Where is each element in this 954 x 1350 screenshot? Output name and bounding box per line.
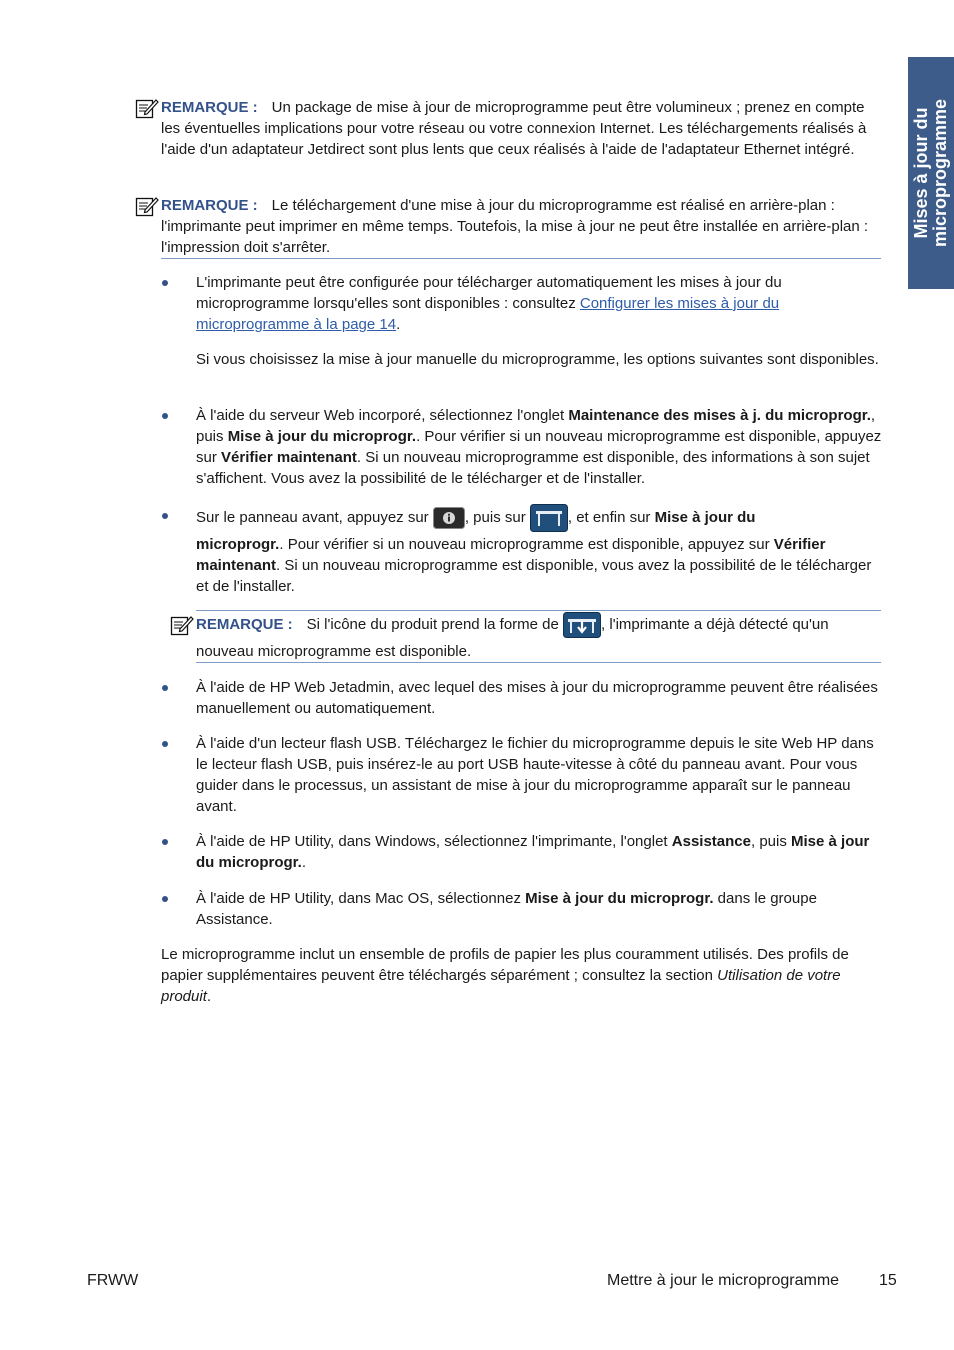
note-1: [161, 97, 882, 160]
bullet-dot: [162, 896, 168, 902]
printer-settings-icon: [530, 504, 568, 532]
footer-section-title: Mettre à jour le microprogramme: [607, 1272, 840, 1289]
manual-update-paragraph: Si vous choisissez la mise à jour manuelle du microprogramme, les options suivantes sont disponibles.: [196, 351, 879, 368]
note-2-divider: [161, 258, 881, 259]
bullet-item-hp-utility-windows: À l'aide de HP Utility, dans Windows, sélectionnez l'imprimante, l'onglet Assistance, puis Mise à jour du microprogr..: [196, 833, 870, 871]
note-label: REMARQUE :: [161, 197, 258, 214]
note-icon: [135, 97, 159, 119]
bullet-dot: [162, 741, 168, 747]
bullet-dot: [162, 413, 168, 419]
bullet-item-ews: À l'aide du serveur Web incorporé, sélectionnez l'onglet Maintenance des mises à j. du microprogr., puis Mise à jour du microprogr.. Pour vérifier si un nouveau microprogramme est disponible, appuyez sur Vérifier maintenant. Si un nouveau microprogramme est disponible, des informations à son sujet s'affichent. Vous avez la possibilité de le télécharger et de l'installer.: [196, 407, 882, 487]
bullet-dot: [162, 513, 168, 519]
note-3-line2: nouveau microprogramme est disponible.: [196, 643, 472, 660]
side-tab-line-1: Mises à jour du: [911, 107, 931, 239]
bullet-dot: [162, 839, 168, 845]
note-label: REMARQUE :: [161, 99, 258, 116]
bullet-item-usb-flash: À l'aide d'un lecteur flash USB. Téléchargez le fichier du microprogramme depuis le site Web HP dans le lecteur flash USB, puis insérez-le au port USB haute-vitesse à côté du panneau avant. Pour vous guider dans le processus, un assistant de mise à jour du microprogramme apparaît sur le panneau avant.: [196, 735, 874, 815]
page-number: 15: [879, 1272, 897, 1289]
note-icon: [135, 195, 159, 217]
bullet-dot: [162, 280, 168, 286]
firmware-available-icon: [563, 612, 601, 638]
note-label: REMARQUE :: [196, 616, 293, 633]
footer-locale: FRWW: [87, 1272, 139, 1289]
bullet-item-web-jetadmin: À l'aide de HP Web Jetadmin, avec lequel des mises à jour du microprogramme peuvent être réalisées manuellement ou automatiquement.: [196, 679, 878, 717]
bullet-dot: [162, 685, 168, 691]
side-tab-line-2: microprogramme: [930, 98, 950, 248]
note-icon: [170, 614, 194, 636]
note-3-bottom-divider: [196, 662, 881, 663]
chapter-side-tab: [908, 57, 954, 289]
note-2-text: Le téléchargement d'une mise à jour du microprogramme est réalisé en arrière-plan : l'imprimante peut imprimer en même temps. Toutefois, la mise à jour ne peut être installée en arrière-plan : l'impression doit s'arrêter.: [161, 197, 869, 256]
bullet-item-auto-update: L'imprimante peut être configurée pour télécharger automatiquement les mises à jour du microprogramme lorsqu'elles sont disponibles : consultez Configurer les mises à jour du microprogramme à la page 14.: [196, 274, 782, 333]
bullet-item-front-panel-rest: microprogr.. Pour vérifier si un nouveau microprogramme est disponible, appuyez sur Vérifier maintenant. Si un nouveau microprogramme est disponible, vous avez la possibilité de le télécharger et de l'installer.: [196, 536, 872, 595]
bullet-item-hp-utility-mac: À l'aide de HP Utility, dans Mac OS, sélectionnez Mise à jour du microprogr. dans le groupe Assistance.: [196, 890, 817, 928]
note-2: [161, 195, 882, 258]
note-1-text: Un package de mise à jour de microprogramme peut être volumineux ; prenez en compte les éventuelles implications pour votre réseau ou votre connexion Internet. Les téléchargements réalisés à l'aide d'un adaptateur Jetdirect sont plus lents que ceux réalisés à l'aide de l'adaptateur Ethernet intégré.: [161, 99, 867, 158]
info-button-icon: [433, 505, 465, 531]
chapter-side-tab-label: [912, 99, 950, 247]
note-3-line1: REMARQUE : Si l'icône du produit prend la forme de , l'imprimante a déjà détecté qu'un: [196, 612, 884, 638]
bullet-item-front-panel-line1: Sur le panneau avant, appuyez sur , puis sur , et enfin sur Mise à jour du: [196, 504, 884, 532]
configure-updates-link[interactable]: Configurer les mises à jour du microprogramme à la page 14: [196, 295, 780, 333]
paper-profiles-paragraph: Le microprogramme inclut un ensemble de profils de papier les plus couramment utilisés. Des profils de papier supplémentaires peuvent être téléchargés séparément ; consultez la section Utilisation de votre produit.: [161, 946, 849, 1005]
note-3-top-divider: [196, 610, 881, 611]
